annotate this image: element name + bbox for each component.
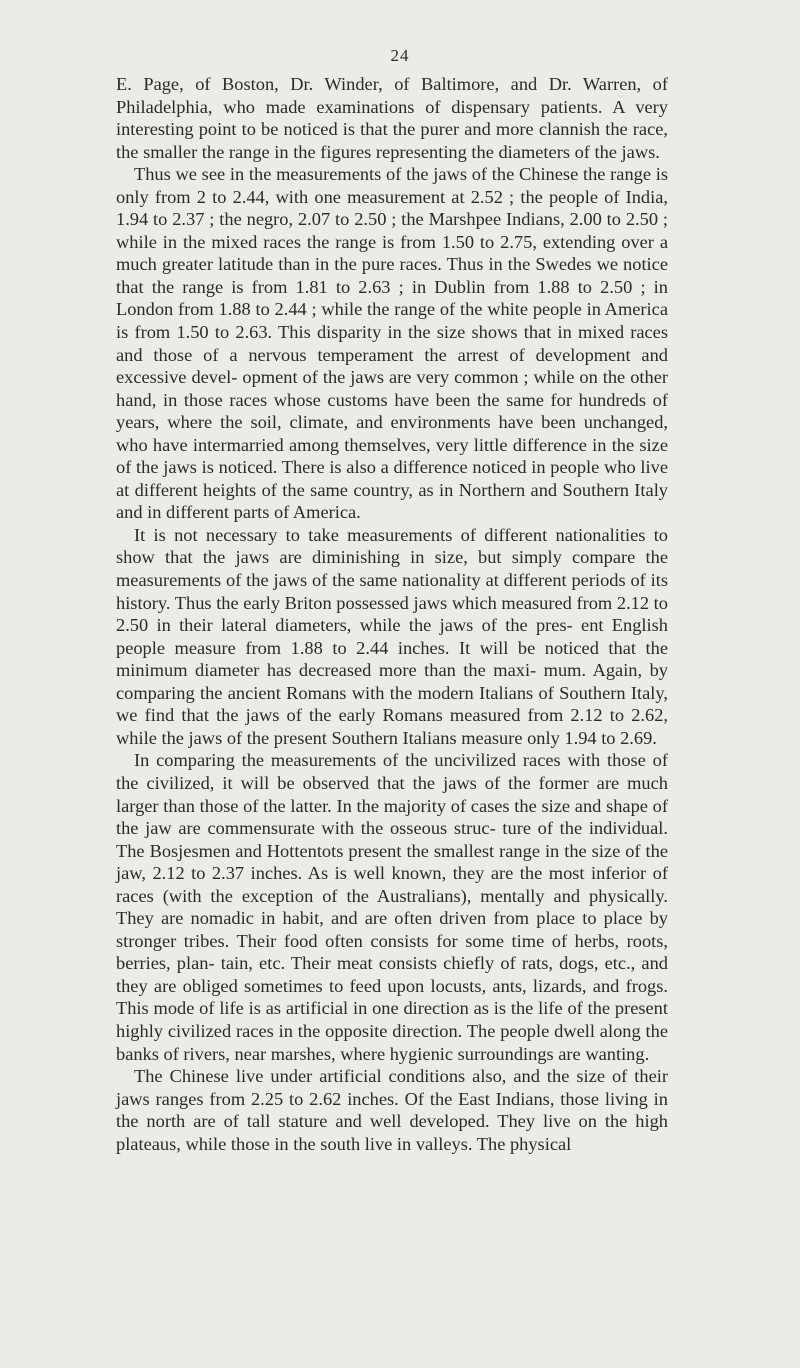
paragraph-chinese-east-indians: The Chinese live under artificial conditions also, and the size of their jaws ranges from 2.25 to 2.62 inches. Of the East Indians, those living in the north are of tall stature and well developed. They live on the high plateaus, while those in the south live in valleys. The physical [116, 1066, 668, 1154]
page-number: 24 [390, 46, 410, 65]
paragraph-historical-comparison: It is not necessary to take measurements of different nationalities to show that the jaws are diminishing in size, but simply compare the measurements of the jaws of the same nationality at different periods of its history. Thus the early Briton possessed jaws which measured from 2.12 to 2.50 in their lateral diameters, while the jaws of the pres- ent English people measure from 1.88 to 2.44 inches. It will be noticed that the minimum diameter has decreased more than the maxi- mum. Again, by comparing the ancient Romans with the modern Italians of Southern Italy, we find that the jaws of the early Romans measured from 2.12 to 2.62, while the jaws of the present Southern Italians measure only 1.94 to 2.69. [116, 524, 668, 748]
body-text [116, 73, 668, 1155]
paragraph-jaw-ranges: Thus we see in the measurements of the jaws of the Chinese the range is only from 2 to 2.44, with one measurement at 2.52 ; the people of India, 1.94 to 2.37 ; the negro, 2.07 to 2.50 ; the Marshpee Indians, 2.00 to 2.50 ; while in the mixed races the range is from 1.50 to 2.75, extending over a much greater latitude than in the pure races. Thus in the Swedes we notice that the range is from 1.81 to 2.63 ; in Dublin from 1.88 to 2.50 ; in London from 1.88 to 2.44 ; while the range of the white people in America is from 1.50 to 2.63. This disparity in the size shows that in mixed races and those of a nervous temperament the arrest of development and excessive devel- opment of the jaws are very common ; while on the other hand, in those races whose customs have been the same for hundreds of years, where the soil, climate, and environments have been unchanged, who have intermarried among themselves, very little difference in the size of the jaws is noticed. There is also a difference noticed in people who live at different heights of the same country, as in Northern and Southern Italy and in different parts of America. [116, 164, 668, 523]
paragraph-continuation: E. Page, of Boston, Dr. Winder, of Baltimore, and Dr. Warren, of Philadelphia, who made examinations of dispensary patients. A very interesting point to be noticed is that the purer and more clannish the race, the smaller the range in the figures representing the diameters of the jaws. [116, 74, 668, 162]
paragraph-uncivilized-races: In comparing the measurements of the uncivilized races with those of the civilized, it will be observed that the jaws of the former are much larger than those of the latter. In the majority of cases the size and shape of the jaw are commensurate with the osseous struc- ture of the individual. The Bosjesmen and Hottentots present the smallest range in the size of the jaw, 2.12 to 2.37 inches. As is well known, they are the most inferior of races (with the exception of the Australians), mentally and physically. They are nomadic in habit, and are often driven from place to place by stronger tribes. Their food often consists for some time of herbs, roots, berries, plan- tain, etc. Their meat consists chiefly of rats, dogs, etc., and they are obliged sometimes to feed upon locusts, ants, lizards, and frogs. This mode of life is as artificial in one direction as is the life of the present highly civilized races in the opposite direction. The people dwell along the banks of rivers, near marshes, where hygienic surroundings are wanting. [116, 750, 668, 1064]
